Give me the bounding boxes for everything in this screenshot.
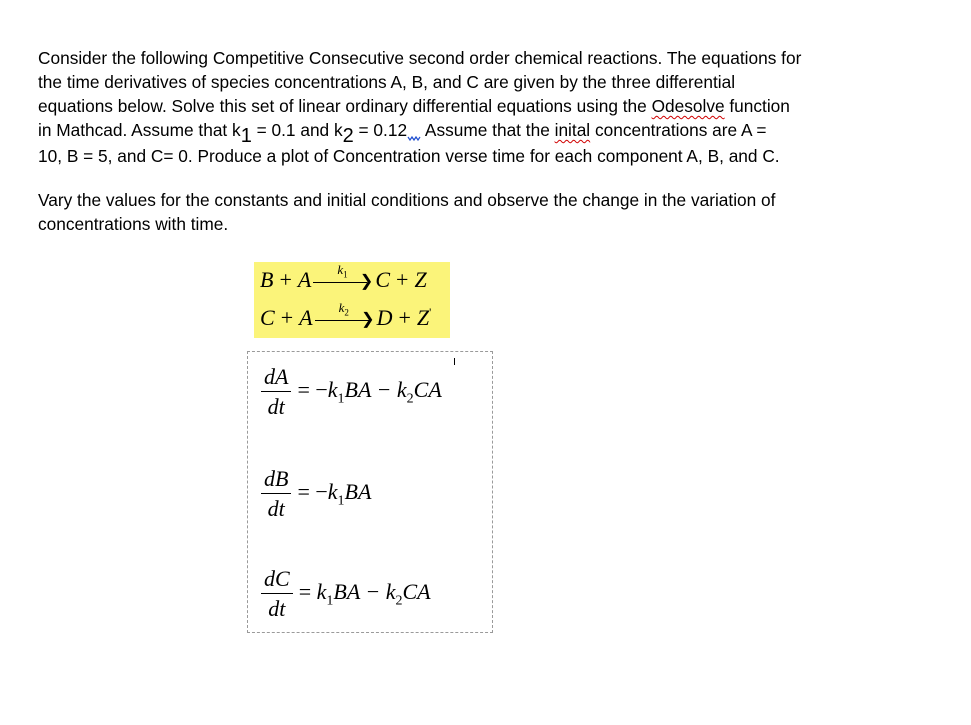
text-line	[38, 118, 948, 147]
species: C	[375, 267, 391, 292]
equation-object-frame[interactable]	[247, 351, 493, 633]
species: D	[376, 305, 393, 330]
text-line: 10, B = 5, and C= 0. Produce a plot of Concentration verse time for each component A, B, and C.	[38, 146, 780, 166]
reaction-arrow-icon: $k_2$ ❯	[315, 308, 375, 328]
rate-constant: $k_1$	[337, 262, 348, 280]
reaction-1	[260, 262, 427, 295]
text-span: equations below. Solve this set of linear ordinary differential equations using the	[38, 96, 652, 116]
instructions-paragraph	[38, 188, 948, 236]
rate-constant: $k_2$	[338, 300, 349, 318]
subscript: 2	[342, 125, 354, 147]
plus-sign: +	[279, 267, 292, 292]
species: B	[260, 267, 274, 292]
reaction-scheme-highlight[interactable]	[254, 262, 450, 338]
spelling-error-word[interactable]: Odesolve	[651, 96, 725, 116]
prime-mark: '	[429, 304, 432, 319]
text-line: Consider the following Competitive Consecutive second order chemical reactions. The equations for	[38, 48, 802, 68]
text-span: concentrations are A =	[590, 120, 767, 140]
subscript: 1	[240, 125, 252, 147]
species: Z	[414, 267, 427, 292]
text-span: Assume that the	[421, 120, 555, 140]
text-span: in Mathcad. Assume that k	[38, 120, 241, 140]
plus-sign: +	[398, 305, 411, 330]
text-span: function	[724, 96, 790, 116]
equation-rhs: = $-k_1BA$	[297, 478, 372, 509]
fraction: $\frac{dA}{dt}$	[261, 366, 291, 418]
reaction-2	[260, 300, 432, 333]
species: Z	[416, 305, 430, 330]
spelling-error-word[interactable]: inital	[554, 120, 591, 140]
plus-sign: +	[396, 267, 409, 292]
species: A	[299, 305, 313, 330]
text-span: = 0.12	[353, 120, 408, 140]
fraction: $\frac{dC}{dt}$	[261, 568, 293, 620]
fraction: $\frac{dB}{dt}$	[261, 468, 291, 520]
text-line: concentrations with time.	[38, 214, 229, 234]
species: C	[260, 305, 275, 330]
equation-rhs: = $k_1BA - k_2CA$	[298, 578, 431, 609]
equation-dC-dt	[261, 568, 431, 620]
plus-sign: +	[280, 305, 294, 330]
equation-rhs: = $-k_1BA - k_2CA$	[297, 376, 442, 407]
problem-statement-paragraph	[38, 46, 948, 168]
text-span: = 0.1 and k	[251, 120, 343, 140]
equation-dB-dt	[261, 468, 371, 520]
text-line	[38, 94, 948, 118]
species: A	[297, 267, 312, 292]
reaction-arrow-icon: $k_1$ ❯	[313, 270, 373, 290]
text-line: the time derivatives of species concentrations A, B, and C are given by the three differential	[38, 72, 736, 92]
equation-dA-dt	[261, 366, 442, 418]
text-line: Vary the values for the constants and initial conditions and observe the change in the variation of	[38, 190, 776, 210]
grammar-mark-icon[interactable]	[407, 124, 421, 132]
